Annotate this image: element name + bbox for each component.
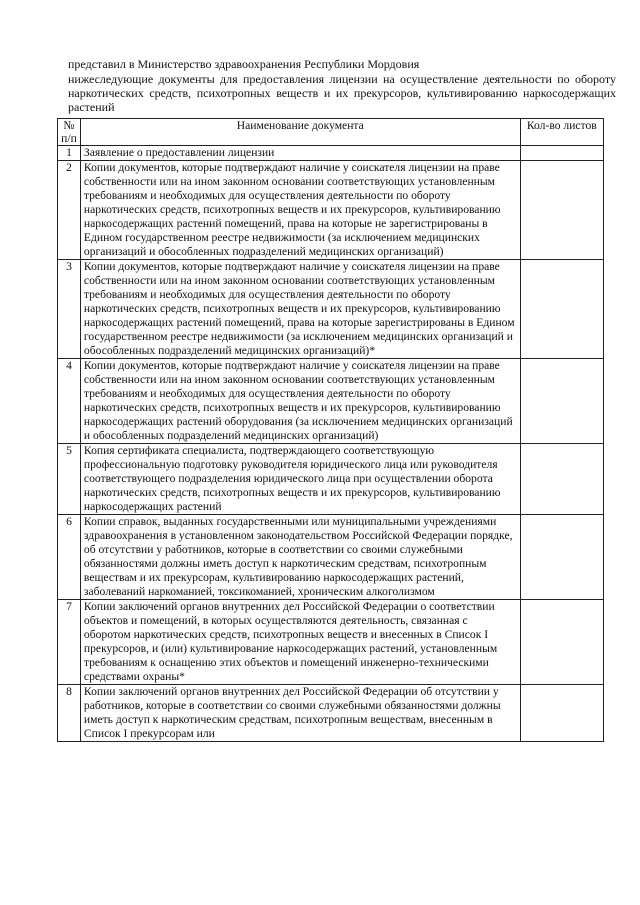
row-sheet-count <box>520 146 603 161</box>
row-number: 3 <box>58 260 81 359</box>
row-number: 7 <box>58 600 81 685</box>
row-document-name: Копия сертификата специалиста, подтверждающего соответствующую профессиональную подготовку руководителя юридического лица или руководителя соответствующего подразделения юридического лица при осуществлении оборота наркотических средств, психотропных веществ и их прекурсоров, культивированию наркосодержащих растений <box>80 444 520 515</box>
row-document-name: Копии заключений органов внутренних дел Российской Федерации о соответствии объектов и помещений, в которых осуществляются деятельность, связанная с оборотом наркотических средств, психотропных веществ и внесенных в Список I прекурсоров, и (или) культивирование наркосодержащих растений, установленным требованиям к оснащению этих объектов и помещений инженерно-техническими средствами охраны* <box>80 600 520 685</box>
row-number: 5 <box>58 444 81 515</box>
table-row <box>58 444 604 515</box>
row-sheet-count <box>520 359 603 444</box>
table-row <box>58 685 604 742</box>
row-document-name: Копии заключений органов внутренних дел Российской Федерации об отсутствии у работников, которые в соответствии со своими служебными обязанностями должны иметь доступ к наркотическим средствам, психотропным веществам, внесенным в Список I прекурсорам или <box>80 685 520 742</box>
table-row <box>58 600 604 685</box>
table-row <box>58 359 604 444</box>
row-sheet-count <box>520 515 603 600</box>
intro-line: представил в Министерство здравоохранения Республики Мордовия <box>68 57 420 71</box>
row-sheet-count <box>520 444 603 515</box>
table-row <box>58 146 604 161</box>
row-document-name: Копии документов, которые подтверждают наличие у соискателя лицензии на праве собственности или на ином законном основании соответствующих установленным требованиям и необходимых для осуществления деятельности по обороту наркотических средств, психотропных веществ и их прекурсоров, культивированию наркосодержащих растений оборудования (за исключением медицинских организаций и обособленных подразделений медицинских организаций) <box>80 359 520 444</box>
row-document-name: Копии документов, которые подтверждают наличие у соискателя лицензии на праве собственности или на ином законном основании соответствующих установленным требованиям и необходимых для осуществления деятельности по обороту наркотических средств, психотропных веществ и их прекурсоров, культивированию наркосодержащих растений помещений, права на которые зарегистрированы в Едином государственном реестре недвижимости (за исключением медицинских организаций и обособленных подразделений медицинских организаций)* <box>80 260 520 359</box>
row-number: 4 <box>58 359 81 444</box>
row-number: 2 <box>58 161 81 260</box>
intro-paragraph: нижеследующие документы для предоставления лицензии на осуществление деятельности по обороту наркотических средств, психотропных веществ и их прекурсоров, культивированию наркосодержащих растений <box>68 72 616 114</box>
row-number: 8 <box>58 685 81 742</box>
row-sheet-count <box>520 685 603 742</box>
row-document-name: Копии справок, выданных государственными или муниципальными учреждениями здравоохранения в установленном законодательством Российской Федерации порядке, об отсутствии у работников, которые в соответствии со своими служебными обязанностями должны иметь доступ к наркотическим средствам, психотропным веществам и их прекурсорам, культивированию наркосодержащих растений, заболеваний наркоманией, токсикоманией, хроническим алкоголизмом <box>80 515 520 600</box>
row-number: 1 <box>58 146 81 161</box>
row-sheet-count <box>520 260 603 359</box>
row-document-name: Копии документов, которые подтверждают наличие у соискателя лицензии на праве собственности или на ином законном основании соответствующих установленным требованиям и необходимых для осуществления деятельности по обороту наркотических средств, психотропных веществ и их прекурсоров, культивированию наркосодержащих растений помещений, права на которые не зарегистрированы в Едином государственном реестре недвижимости (за исключением медицинских организаций и обособленных подразделений медицинских организаций) <box>80 161 520 260</box>
table-row <box>58 260 604 359</box>
documents-table <box>57 118 604 742</box>
header-sheet-count: Кол-во листов <box>520 119 603 146</box>
row-sheet-count <box>520 161 603 260</box>
table-header-row <box>58 119 604 146</box>
table-row <box>58 515 604 600</box>
table-row <box>58 161 604 260</box>
header-document-name: Наименование документа <box>80 119 520 146</box>
row-number: 6 <box>58 515 81 600</box>
header-number: № п/п <box>58 119 81 146</box>
row-sheet-count <box>520 600 603 685</box>
row-document-name: Заявление о предоставлении лицензии <box>80 146 520 161</box>
